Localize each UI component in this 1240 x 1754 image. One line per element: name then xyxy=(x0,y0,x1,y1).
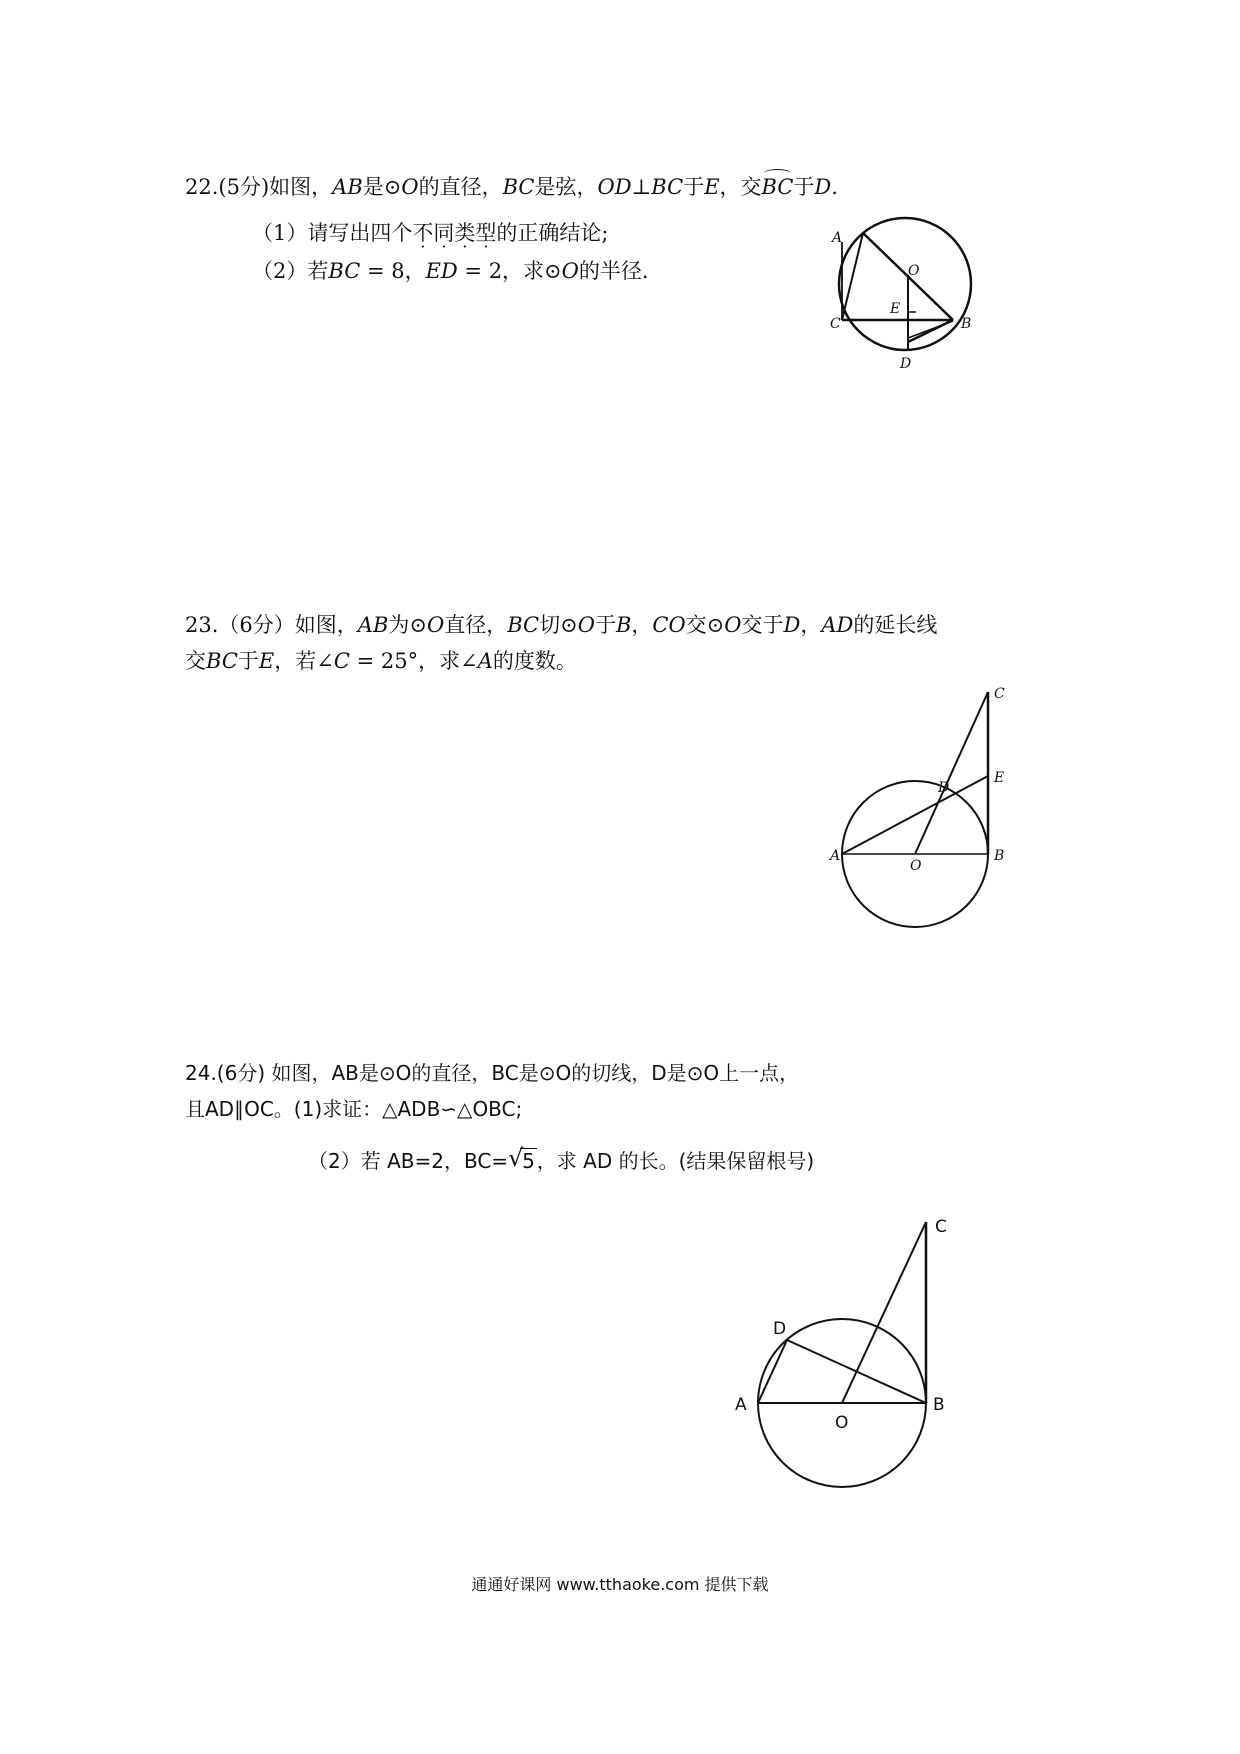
q24-chord-ad xyxy=(758,1340,787,1403)
q22-label-o: O xyxy=(908,263,920,279)
q24-line2: 且AD∥OC。(1)求证：△ADB∽△OBC; xyxy=(185,1097,523,1121)
q23-label-b: B xyxy=(994,848,1005,864)
q22-part2: （2）若BC = 8，ED = 2，求⊙O的半径. xyxy=(252,259,649,283)
q24-label-o: O xyxy=(835,1413,849,1433)
q22-circle xyxy=(839,218,971,350)
q24-line3: （2）若 AB=2，BC= √ 5 ，求 AD 的长。(结果保留根号) xyxy=(308,1146,814,1176)
q23-line1: 23.（6分）如图，AB为⊙O直径，BC切⊙O于B，CO交⊙O交于D，AD的延长线 xyxy=(185,613,938,637)
q23-line-ae xyxy=(842,776,988,854)
q22-line1: 22.(5分)如图，AB是⊙O的直径，BC是弦，OD⊥BC于E，交BC于D. xyxy=(185,172,838,202)
q22-figure xyxy=(820,220,1000,380)
q22-part1: （1）请写出四个不同类型的正确结论; xyxy=(252,221,609,245)
arc-bc: BC xyxy=(762,172,794,202)
q22-label-b: B xyxy=(961,316,972,332)
q24-figure xyxy=(735,1210,965,1510)
q24-line-oc xyxy=(842,1222,926,1403)
q23-label-e: E xyxy=(994,770,1005,786)
q24-label-d: D xyxy=(773,1319,787,1339)
q23-label-c: C xyxy=(994,686,1005,702)
q22-label-d: D xyxy=(900,356,912,372)
q22-label-e: E xyxy=(890,301,901,317)
q22-label-c: C xyxy=(830,316,841,332)
q24-label-c: C xyxy=(935,1217,947,1237)
q22-label-a: A xyxy=(832,230,843,246)
q24-line1: 24.(6分) 如图，AB是⊙O的直径，BC是⊙O的切线，D是⊙O上一点， xyxy=(185,1061,800,1085)
sqrt-five: √ 5 xyxy=(508,1144,535,1173)
q23-figure xyxy=(830,680,1020,940)
q23-label-o: O xyxy=(910,858,922,874)
q23-label-a: A xyxy=(830,848,841,864)
q23-line-oc xyxy=(915,692,988,854)
q23-line2: 交BC于E，若∠C = 25°，求∠A的度数。 xyxy=(185,649,577,673)
q24-label-a: A xyxy=(735,1395,747,1415)
q24-label-b: B xyxy=(933,1395,945,1415)
page-footer: 通通好课网 www.tthaoke.com 提供下载 xyxy=(471,1575,769,1594)
q24-chord-db xyxy=(787,1340,926,1403)
q23-label-d: D xyxy=(938,780,950,796)
